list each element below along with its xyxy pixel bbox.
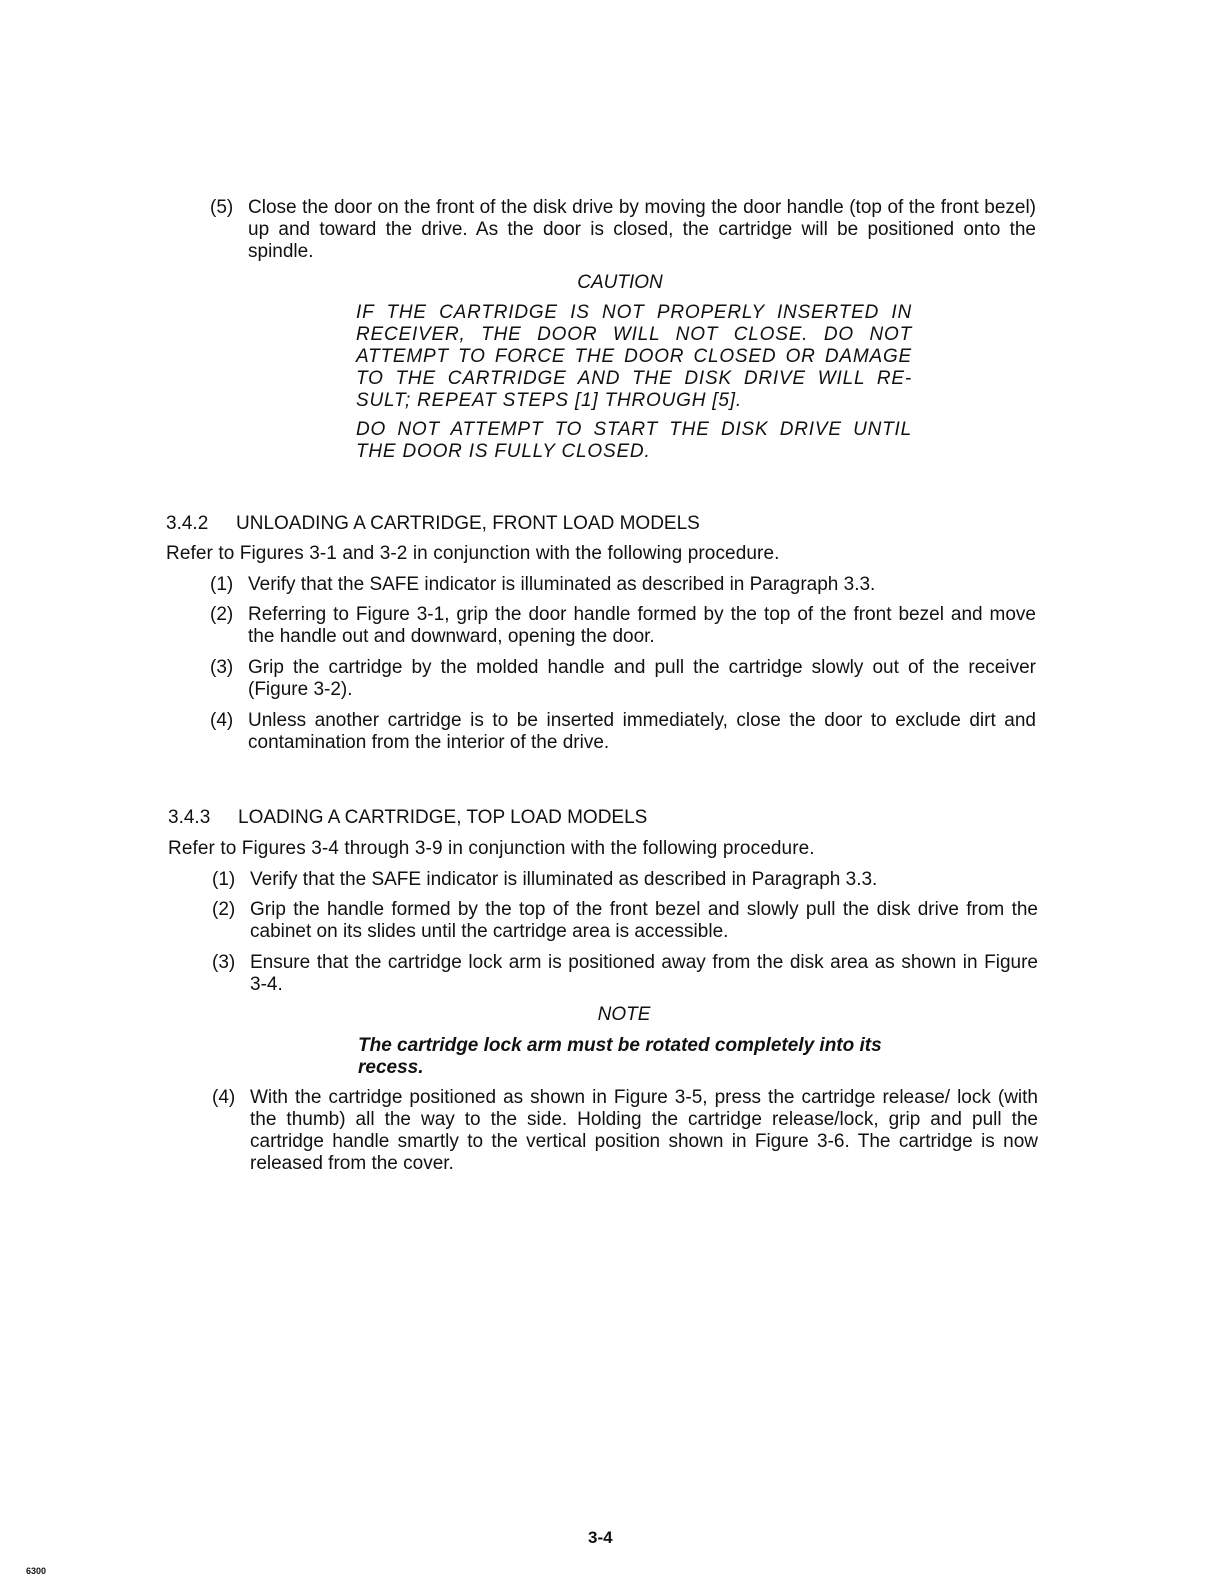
step-number: (1): [210, 574, 234, 595]
step-text: Ensure that the cartridge lock arm is positioned away from the disk area as shown in Figure 3-4.: [250, 952, 1038, 995]
step-5: [210, 197, 1036, 263]
section-title: LOADING A CARTRIDGE, TOP LOAD MODELS: [238, 807, 648, 828]
step-2: [210, 604, 1036, 648]
step-text: Grip the cartridge by the molded handle and pull the cartridge slowly out of the receiver (Figure 3-2).: [248, 657, 1036, 700]
section-heading-3-4-3: [168, 807, 968, 829]
step-number: (2): [210, 604, 234, 625]
page-number: 3-4: [588, 1528, 613, 1547]
caution-heading: CAUTION: [577, 272, 663, 293]
note-text: The cartridge lock arm must be rotated completely into its recess.: [358, 1035, 882, 1078]
step-number: (5): [210, 197, 234, 218]
step-4: [212, 1087, 1038, 1175]
step-number: (1): [212, 869, 236, 890]
step-text: With the cartridge positioned as shown in Figure 3-5, press the cartridge release/ lock (with the thumb) all the way to the side. Holding the cartridge release/lock, grip and pull the cartridge handle smartly to the vertical position shown in Figure 3-6. The cartridge is now released from the cover.: [250, 1087, 1038, 1174]
step-text: Grip the handle formed by the top of the front bezel and slowly pull the disk drive from the cabinet on its slides until the cartridge area is accessible.: [250, 899, 1038, 942]
step-number: (2): [212, 899, 236, 920]
step-text: Verify that the SAFE indicator is illuminated as described in Paragraph 3.3.: [250, 869, 878, 890]
step-3: [212, 952, 1038, 996]
step-4: [210, 710, 1036, 754]
step-text: Referring to Figure 3-1, grip the door handle formed by the top of the front bezel and move the handle out and downward, opening the door.: [248, 604, 1036, 647]
step-text: Unless another cartridge is to be inserted immediately, close the door to exclude dirt and contamination from the interior of the drive.: [248, 710, 1036, 753]
note-heading: NOTE: [597, 1004, 651, 1025]
step-number: (3): [210, 657, 234, 678]
section-heading-3-4-2: [166, 513, 966, 535]
step-number: (4): [212, 1087, 236, 1108]
step-number: (4): [210, 710, 234, 731]
step-1: [210, 574, 1036, 596]
step-text: Close the door on the front of the disk drive by moving the door handle (top of the front bezel) up and toward the drive. As the door is closed, the cartridge will be positioned onto the spindle.: [248, 197, 1036, 262]
step-number: (3): [212, 952, 236, 973]
section-intro: Refer to Figures 3-4 through 3-9 in conjunction with the following procedure.: [168, 838, 815, 859]
section-number: 3.4.3: [168, 807, 211, 828]
document-code: 6300: [26, 1566, 47, 1576]
step-text: Verify that the SAFE indicator is illuminated as described in Paragraph 3.3.: [248, 574, 876, 595]
step-2: [212, 899, 1038, 943]
step-1: [212, 869, 1038, 891]
caution-paragraph-1: IF THE CARTRIDGE IS NOT PROPERLY INSERTED IN RECEIVER, THE DOOR WILL NOT CLOSE. DO NOT ATTEMPT TO FORCE THE DOOR CLOSED OR DAMAGE TO THE CARTRIDGE AND THE DISK DRIVE WILL RE-SULT; REPEAT STEPS [1] THROUGH [5].: [356, 302, 912, 411]
section-intro: Refer to Figures 3-1 and 3-2 in conjunction with the following procedure.: [166, 543, 780, 564]
section-number: 3.4.2: [166, 513, 209, 534]
caution-paragraph-2: DO NOT ATTEMPT TO START THE DISK DRIVE UNTIL THE DOOR IS FULLY CLOSED.: [356, 419, 912, 462]
section-title: UNLOADING A CARTRIDGE, FRONT LOAD MODELS: [236, 513, 700, 534]
step-3: [210, 657, 1036, 701]
